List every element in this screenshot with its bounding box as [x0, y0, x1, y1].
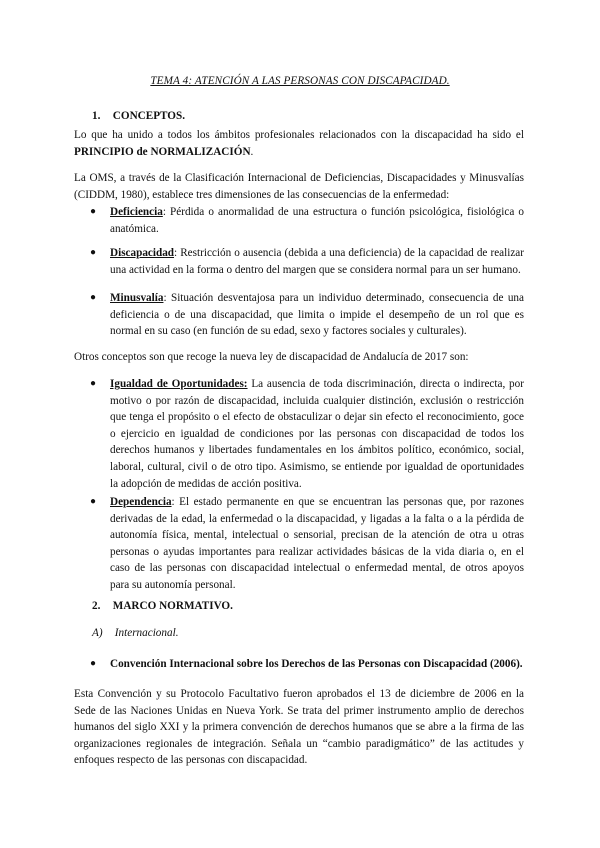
other-concepts-paragraph: Otros conceptos son que recoge la nueva ley de discapacidad de Andalucía de 2017 son: — [74, 351, 469, 363]
dimension-text: : Restricción o ausencia (debida a una deficiencia) de la capacidad de realizar una actividad en la forma o dentro del margen que se considera normal para un ser humano. — [110, 247, 524, 276]
concept-text: La ausencia de toda discriminación, directa o indirecta, por motivo o por razón de discapacidad, incluida cualquier distinción, exclusión o restricción que tenga el propósito o el efecto de obstaculizar o dejar sin efecto el reconocimiento, goce o ejercicio en igualdad de condiciones por las personas con discapacidad de todos los derechos humanos y libertades fundamentales en los ámbitos político, económico, social, laboral, cultural, civil o de otro tipo. Asimismo, se entiende por igualdad de oportunidades la adopción de medidas de acción positiva. — [110, 378, 524, 490]
normalization-principle: PRINCIPIO de NORMALIZACIÓN — [74, 145, 251, 158]
convention-title: Convención Internacional sobre los Derechos de las Personas con Discapacidad (2006). — [110, 658, 523, 670]
intro-paragraph — [74, 127, 524, 160]
document-title: TEMA 4: ATENCIÓN A LAS PERSONAS CON DISCAPACIDAD. — [150, 75, 450, 87]
section-1-heading — [92, 110, 185, 122]
bullet-icon: ● — [90, 658, 97, 669]
concept-term: Igualdad de Oportunidades: — [110, 378, 248, 390]
concept-term: Dependencia — [110, 496, 172, 508]
section-2-heading — [92, 600, 233, 612]
bullet-icon: ● — [90, 378, 97, 389]
intro-end: . — [250, 145, 254, 158]
bullet-icon: ● — [90, 292, 97, 303]
bullet-icon: ● — [90, 496, 97, 507]
bullet-icon: ● — [90, 206, 97, 217]
dimension-item — [90, 245, 524, 278]
subsection-a-number: A) — [92, 627, 103, 639]
section-1-title: CONCEPTOS. — [112, 110, 186, 122]
section-2-number: 2. — [92, 600, 101, 612]
subsection-a-heading — [92, 627, 179, 639]
concept-item — [90, 376, 524, 492]
bullet-icon: ● — [90, 247, 97, 258]
concept-text: : El estado permanente en que se encuentran las personas que, por razones derivadas de la edad, la enfermedad o la discapacidad, y ligadas a la falta o a la pérdida de autonomía física, mental, intelectual o sensorial, precisan de la atención de otra u otras personas o ayudas importantes para realizar actividades básicas de la vida diaria o, en el caso de las personas con discapacidad intelectual o enfermedad mental, de otros apoyos para su autonomía personal. — [110, 496, 524, 591]
section-1-number: 1. — [92, 110, 101, 122]
convention-paragraph: Esta Convención y su Protocolo Facultativo fueron aprobados el 13 de diciembre de 2006 en la Sede de las Naciones Unidas en Nueva York. Se trata del primer instrumento amplio de derechos humanos del siglo XXI y la primera convención de derechos humanos que se abre a la firma de las organizaciones regionales de integración. Señala un “cambio paradigmático” de las actitudes y enfoques respecto de las personas con discapacidad. — [74, 688, 524, 767]
dimension-text: : Pérdida o anormalidad de una estructura o función psicológica, fisiológica o anatómica. — [110, 206, 524, 235]
concept-item — [90, 494, 524, 594]
section-2-title: MARCO NORMATIVO. — [112, 600, 233, 612]
oms-paragraph: La OMS, a través de la Clasificación Internacional de Deficiencias, Discapacidades y Minusvalías (CIDDM, 1980), establece tres dimensiones de las consecuencias de la enfermedad: — [74, 172, 524, 201]
dimension-item — [90, 290, 524, 340]
dimension-text: : Situación desventajosa para un individuo determinado, consecuencia de una deficiencia o de una discapacidad, que limita o impide el desempeño de un rol que es normal en su caso (en función de su edad, sexo y factores sociales y culturales). — [110, 292, 524, 338]
intro-text: Lo que ha unido a todos los ámbitos profesionales relacionados con la discapacidad ha sido el — [74, 129, 524, 141]
convention-item — [90, 656, 524, 673]
dimension-item — [90, 204, 524, 237]
dimension-term: Minusvalía — [110, 292, 164, 304]
dimension-term: Deficiencia — [110, 206, 163, 218]
dimension-term: Discapacidad — [110, 247, 175, 259]
subsection-a-title: Internacional. — [114, 627, 179, 639]
